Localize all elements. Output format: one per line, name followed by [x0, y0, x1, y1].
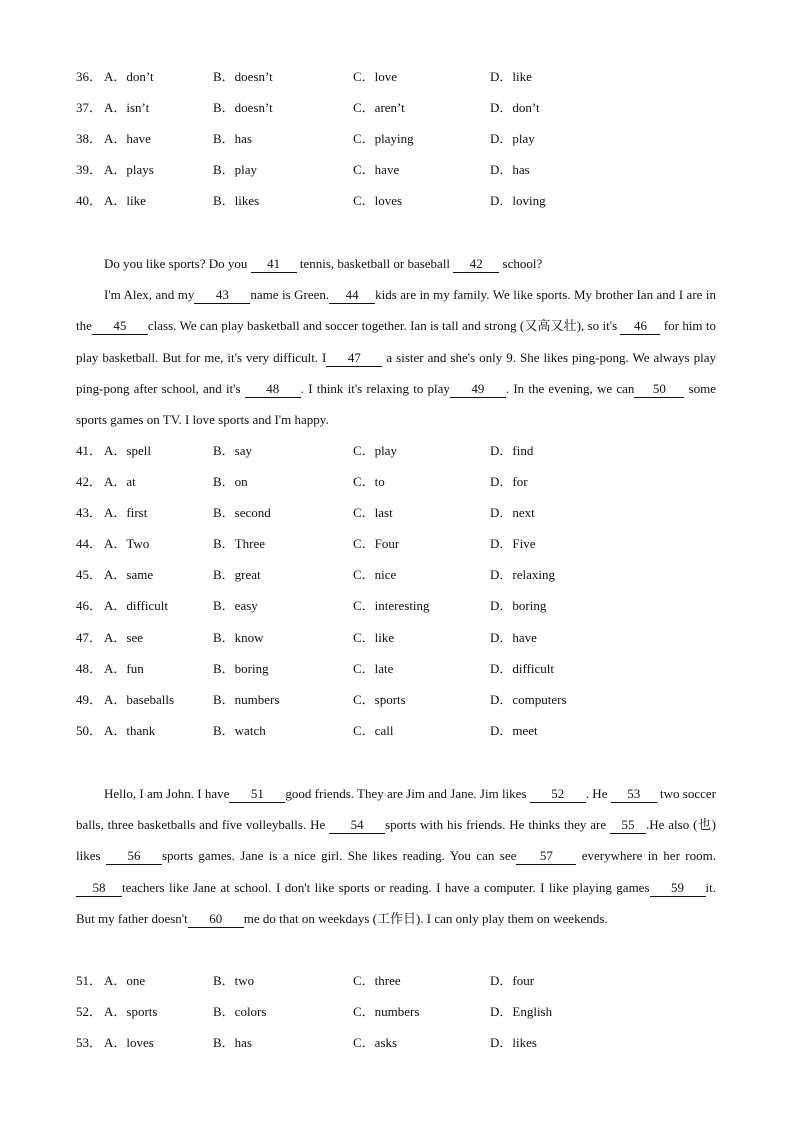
question-51: [76, 973, 756, 1004]
option-a: A．isn’t: [104, 100, 150, 116]
option-a: A．at: [104, 474, 136, 490]
option-c: C．playing: [353, 131, 414, 147]
question-number: 50．: [76, 722, 103, 738]
option-a: A．spell: [104, 443, 151, 458]
option-d: D．loving: [490, 193, 546, 209]
question-number: 46．: [76, 598, 103, 614]
passage-text: Hello, I am John. I have: [104, 786, 230, 801]
blank-51: 51: [229, 786, 285, 803]
question-number: 49．: [76, 691, 103, 707]
question-42: [76, 474, 756, 505]
question-number: 43．: [76, 505, 103, 521]
option-d: D．four: [490, 973, 535, 988]
option-c: C．like: [353, 629, 395, 645]
option-a: A．fun: [104, 660, 144, 676]
blank-43: 43: [194, 287, 250, 304]
question-number: 38．: [76, 131, 103, 147]
question-number: 51．: [76, 973, 103, 988]
option-b: B．boring: [213, 660, 269, 676]
option-c: C．asks: [353, 1035, 398, 1051]
option-d: D．for: [490, 474, 528, 490]
option-b: B．on: [213, 474, 248, 490]
question-number: 52．: [76, 1004, 103, 1020]
question-46: [76, 598, 756, 629]
blank-53: 53: [611, 786, 657, 803]
option-b: B．great: [213, 567, 261, 583]
question-list-51-53: [76, 973, 756, 1066]
blank-48: 48: [245, 381, 301, 398]
blank-52: 52: [530, 786, 586, 803]
option-c: C．nice: [353, 567, 397, 583]
blank-46: 46: [620, 318, 660, 335]
question-number: 47．: [76, 629, 103, 645]
passage-john: [76, 778, 716, 934]
option-d: D．have: [490, 629, 537, 645]
option-b: B．play: [213, 162, 258, 178]
option-a: A．have: [104, 131, 151, 147]
passage-text: school?: [499, 256, 543, 271]
option-a: A．one: [104, 973, 146, 988]
option-c: C．loves: [353, 193, 403, 209]
option-d: D．don’t: [490, 100, 540, 116]
passage-text: good friends. They are Jim and Jane. Jim likes: [285, 786, 530, 801]
option-c: C．sports: [353, 691, 406, 707]
option-b: B．numbers: [213, 691, 280, 707]
question-number: 37．: [76, 100, 103, 116]
option-a: A．first: [104, 505, 148, 521]
option-d: D．meet: [490, 722, 538, 738]
option-c: C．play: [353, 443, 398, 458]
passage-text: a sister and she's only 9. She likes ping-pong. We always play ping-pong after school, and it's: [76, 349, 716, 396]
question-number: 39．: [76, 162, 103, 178]
option-d: D．relaxing: [490, 567, 555, 583]
option-a: A．same: [104, 567, 154, 583]
question-number: 41．: [76, 443, 103, 458]
blank-57: 57: [516, 848, 576, 865]
option-c: C．love: [353, 69, 398, 84]
question-48: [76, 661, 756, 692]
question-45: [76, 567, 756, 598]
option-c: C．call: [353, 722, 394, 738]
option-a: A．loves: [104, 1035, 154, 1051]
option-c: C．interesting: [353, 598, 430, 614]
option-b: B．know: [213, 629, 264, 645]
blank-54: 54: [329, 817, 385, 834]
option-d: D．find: [490, 443, 534, 458]
option-c: C．have: [353, 162, 400, 178]
blank-56: 56: [106, 848, 162, 865]
option-a: A．sports: [104, 1004, 158, 1020]
option-c: C．aren’t: [353, 100, 405, 116]
question-number: 40．: [76, 193, 103, 209]
question-52: [76, 1004, 756, 1035]
passage-text: name is Green.: [250, 287, 330, 303]
passage-text: tennis, basketball or baseball: [296, 256, 454, 271]
question-number: 48．: [76, 660, 103, 676]
blank-42: 42: [453, 256, 499, 273]
option-d: D．play: [490, 131, 535, 147]
passage-text: I'm Alex, and my: [104, 287, 195, 303]
blank-44: 44: [329, 287, 375, 304]
blank-49: 49: [450, 381, 506, 398]
passage-paragraph: [76, 279, 716, 435]
question-44: [76, 536, 756, 567]
question-38: [76, 131, 756, 162]
question-37: [76, 100, 756, 131]
question-number: 53．: [76, 1035, 103, 1051]
blank-47: 47: [326, 350, 382, 367]
option-a: A．Two: [104, 536, 150, 552]
option-c: C．numbers: [353, 1004, 420, 1020]
question-list-41-50: [76, 443, 756, 754]
passage-text: . I think it's relaxing to play: [300, 380, 450, 396]
option-d: D．Five: [490, 536, 536, 552]
option-a: A．baseballs: [104, 691, 175, 707]
option-b: B．easy: [213, 598, 258, 614]
passage-paragraph: [76, 778, 716, 934]
passage-text: kids are in my family. We like sports. My brother Ian and I are in the: [76, 287, 716, 334]
question-49: [76, 692, 756, 723]
option-b: B．has: [213, 1035, 253, 1051]
passage-text: some sports games on TV. I love sports and I'm happy.: [76, 380, 716, 428]
passage-text: teachers like Jane at school. I don't like sports or reading. I have a computer. I like playing games: [122, 879, 650, 895]
option-d: D．like: [490, 69, 532, 84]
option-c: C．Four: [353, 536, 400, 552]
passage-text: for him to play basketball. But for me, it's very difficult. I: [76, 318, 716, 365]
option-b: B．two: [213, 973, 255, 988]
option-c: C．last: [353, 505, 393, 521]
passage-text: everywhere in her room.: [576, 848, 717, 864]
option-c: C．to: [353, 474, 385, 490]
passage-text: it. But my father doesn't: [76, 879, 716, 926]
passage-text: me do that on weekdays (工作日). I can only play them on weekends.: [243, 910, 608, 926]
passage-text: class. We can play basketball and soccer together. Ian is tall and strong (又高又壮), so it's: [147, 318, 621, 334]
blank-59: 59: [650, 880, 706, 897]
option-b: B．Three: [213, 536, 265, 552]
option-a: A．thank: [104, 722, 156, 738]
question-40: [76, 193, 756, 224]
passage-text: . In the evening, we can: [505, 380, 635, 396]
option-b: B．doesn’t: [213, 69, 273, 84]
passage-text: two soccer balls, three basketballs and five volleyballs. He: [76, 786, 716, 833]
passage-sports: [76, 248, 716, 435]
question-number: 36．: [76, 69, 103, 84]
question-41: [76, 443, 756, 474]
option-d: D．likes: [490, 1035, 537, 1051]
question-number: 45．: [76, 567, 103, 583]
question-list-36-40: [76, 69, 756, 224]
option-d: D．English: [490, 1004, 553, 1020]
blank-60: 60: [188, 911, 244, 928]
passage-text: sports with his friends. He thinks they are: [385, 817, 610, 833]
blank-45: 45: [92, 318, 148, 335]
question-43: [76, 505, 756, 536]
question-53: [76, 1035, 756, 1066]
question-36: [76, 69, 756, 100]
passage-text: Do you like sports? Do you: [104, 256, 251, 271]
option-d: D．has: [490, 162, 530, 178]
option-b: B．has: [213, 131, 253, 147]
question-number: 44．: [76, 536, 103, 552]
blank-50: 50: [634, 381, 684, 398]
question-50: [76, 723, 756, 754]
option-c: C．three: [353, 973, 401, 988]
option-b: B．watch: [213, 722, 266, 738]
option-d: D．next: [490, 505, 535, 521]
option-a: A．difficult: [104, 598, 169, 614]
passage-text: . He: [585, 786, 611, 801]
question-47: [76, 630, 756, 661]
question-39: [76, 162, 756, 193]
option-d: D．difficult: [490, 660, 555, 676]
option-a: A．like: [104, 193, 146, 209]
passage-paragraph: [76, 248, 716, 279]
option-d: D．boring: [490, 598, 547, 614]
blank-58: 58: [76, 880, 122, 897]
option-a: A．don’t: [104, 69, 154, 84]
blank-41: 41: [251, 256, 297, 273]
option-b: B．likes: [213, 193, 260, 209]
blank-55: 55: [610, 817, 646, 834]
option-d: D．computers: [490, 691, 567, 707]
option-b: B．doesn’t: [213, 100, 273, 116]
option-b: B．say: [213, 443, 253, 458]
passage-text: sports games. Jane is a nice girl. She likes reading. You can see: [161, 848, 517, 864]
option-b: B．colors: [213, 1004, 267, 1020]
option-a: A．plays: [104, 162, 154, 178]
option-b: B．second: [213, 505, 271, 521]
passage-text: .He also (也) likes: [76, 817, 717, 864]
option-c: C．late: [353, 660, 394, 676]
option-a: A．see: [104, 629, 143, 645]
question-number: 42．: [76, 474, 103, 490]
